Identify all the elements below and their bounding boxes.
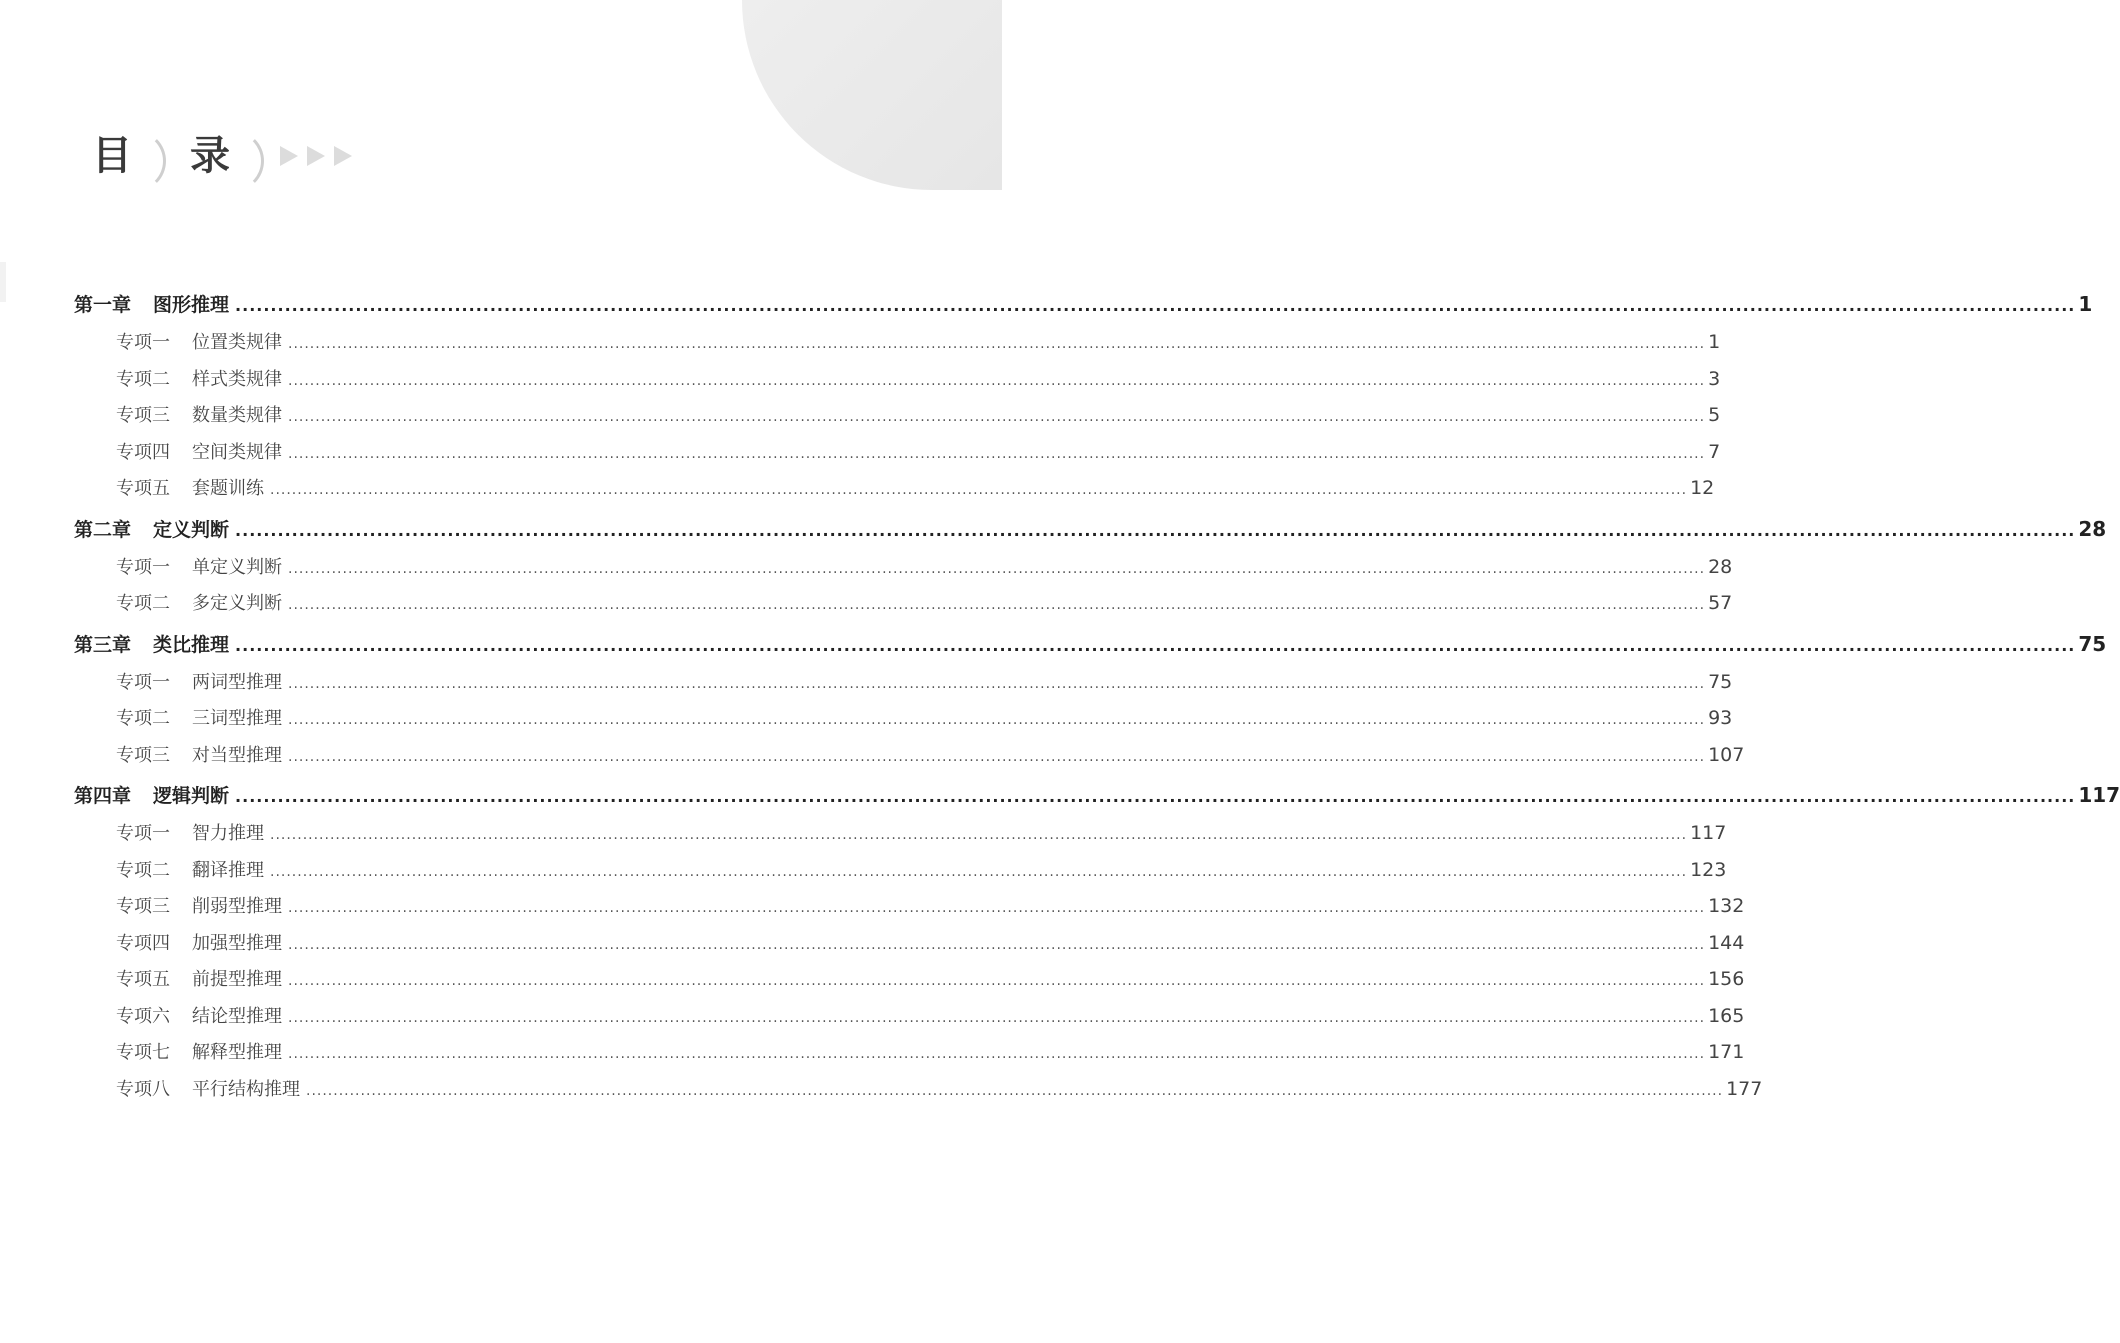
toc-section-row[interactable] — [74, 474, 1715, 511]
dot-leader: .................................................................................................................................................................................................................................................................... — [288, 1046, 1706, 1062]
section-label: 专项三 — [116, 405, 170, 426]
page-number: 165 — [1708, 1004, 1745, 1027]
section-title: 前提型推理 — [192, 969, 282, 990]
section-title: 智力推理 — [192, 823, 264, 844]
page-number: 123 — [1690, 858, 1727, 881]
section-title: 数量类规律 — [192, 405, 282, 426]
arrow-right-icon — [334, 146, 352, 166]
toc-section-row[interactable] — [74, 929, 1745, 966]
section-title: 两词型推理 — [192, 671, 282, 693]
chapter-title: 类比推理 — [153, 633, 230, 656]
toc-section-row[interactable] — [74, 365, 1721, 402]
chapter-title: 定义判断 — [153, 518, 230, 541]
dot-leader: .................................................................................................................................................................................................................................................................... — [270, 863, 1688, 880]
dot-leader: .................................................................................................................................................................................................................................................................... — [288, 675, 1706, 692]
dot-leader: .................................................................................................................................................................................................................................................................... — [288, 973, 1706, 989]
dot-leader: .................................................................................................................................................................................................................................................................... — [270, 827, 1688, 843]
section-title: 套题训练 — [192, 478, 264, 499]
toc-section-row[interactable] — [74, 438, 1721, 475]
dot-leader: .................................................................................................................................................................................................................................................................... — [288, 560, 1706, 577]
page-number: 107 — [1708, 743, 1745, 766]
dot-leader: .................................................................................................................................................................................................................................................................... — [288, 445, 1706, 462]
toc-section-row[interactable] — [74, 1038, 1745, 1075]
dot-leader: .................................................................................................................................................................................................................................................................... — [288, 597, 1706, 613]
page-number: 93 — [1708, 707, 1733, 729]
page-number: 132 — [1708, 895, 1745, 917]
toc-section-row[interactable] — [74, 819, 1727, 856]
section-label: 专项二 — [116, 368, 170, 390]
toc-section-row[interactable] — [74, 856, 1727, 893]
section-title: 位置类规律 — [192, 332, 282, 353]
dot-leader: .................................................................................................................................................................................................................................................................... — [288, 336, 1706, 352]
section-title: 加强型推理 — [192, 932, 282, 954]
dot-leader: .................................................................................................................................................................................................................................................................... — [288, 936, 1706, 953]
toc-section-row[interactable] — [74, 553, 1733, 590]
toc-section-row[interactable] — [74, 668, 1733, 705]
dot-leader: .................................................................................................................................................................................................................................................................... — [270, 482, 1688, 498]
section-title: 空间类规律 — [192, 441, 282, 463]
section-title: 单定义判断 — [192, 556, 282, 578]
toc-section-row[interactable] — [74, 1002, 1745, 1039]
dot-leader: .................................................................................................................................................................................................................................................................... — [288, 372, 1706, 389]
title-char: 录 — [190, 133, 230, 179]
section-label: 专项一 — [116, 332, 170, 353]
page-number: 177 — [1726, 1077, 1763, 1100]
section-label: 专项二 — [116, 708, 170, 729]
toc-section-row[interactable] — [74, 401, 1721, 438]
page-number: 117 — [2078, 783, 2120, 807]
section-label: 专项二 — [116, 859, 170, 881]
chapter-label: 第三章 — [74, 633, 132, 656]
corner-decoration — [742, 0, 1002, 190]
dot-leader: .................................................................................................................................................................................................................................................................... — [288, 1009, 1706, 1026]
section-title: 三词型推理 — [192, 708, 282, 729]
table-of-contents — [74, 290, 2120, 1111]
dot-leader: .................................................................................................................................................................................................................................................................... — [235, 296, 2076, 315]
section-title: 样式类规律 — [192, 368, 282, 390]
section-title: 多定义判断 — [192, 593, 282, 614]
page-number: 12 — [1690, 477, 1715, 499]
title-arrows — [280, 146, 352, 166]
section-label: 专项六 — [116, 1005, 170, 1027]
section-label: 专项四 — [116, 932, 170, 954]
toc-chapter-row[interactable] — [74, 290, 2093, 328]
toc-section-row[interactable] — [74, 741, 1745, 778]
section-label: 专项五 — [116, 969, 170, 990]
toc-chapter-row[interactable] — [74, 630, 2107, 668]
arrow-right-icon — [307, 146, 325, 166]
chapter-label: 第二章 — [74, 518, 132, 541]
dot-leader: .................................................................................................................................................................................................................................................................... — [288, 748, 1706, 765]
section-title: 解释型推理 — [192, 1042, 282, 1063]
page-number: 75 — [2078, 631, 2107, 656]
chapter-label: 第一章 — [74, 294, 132, 316]
section-label: 专项二 — [116, 593, 170, 614]
dot-leader: .................................................................................................................................................................................................................................................................... — [235, 635, 2076, 655]
dot-leader: .................................................................................................................................................................................................................................................................... — [288, 900, 1706, 916]
page-number: 1 — [2078, 292, 2093, 316]
dot-leader: .................................................................................................................................................................................................................................................................... — [235, 787, 2076, 806]
section-title: 削弱型推理 — [192, 896, 282, 917]
title-char: 目 — [92, 133, 132, 179]
toc-section-row[interactable] — [74, 328, 1721, 365]
toc-section-row[interactable] — [74, 965, 1745, 1002]
page-number: 28 — [2078, 516, 2107, 541]
dot-leader: .................................................................................................................................................................................................................................................................... — [235, 520, 2076, 540]
chapter-label: 第四章 — [74, 785, 132, 807]
arrow-right-icon — [280, 146, 298, 166]
chapter-title: 逻辑判断 — [153, 785, 230, 807]
page-number: 57 — [1708, 592, 1733, 614]
toc-section-row[interactable] — [74, 589, 1733, 626]
section-label: 专项一 — [116, 671, 170, 693]
chapter-title: 图形推理 — [153, 294, 230, 316]
page-number: 75 — [1708, 670, 1733, 693]
toc-chapter-row[interactable] — [74, 781, 2120, 819]
section-label: 专项八 — [116, 1078, 170, 1100]
section-title: 结论型推理 — [192, 1005, 282, 1027]
section-label: 专项一 — [116, 556, 170, 578]
page-number: 144 — [1708, 931, 1745, 954]
toc-section-row[interactable] — [74, 892, 1745, 929]
page-number: 117 — [1690, 822, 1727, 844]
page-number: 156 — [1708, 968, 1745, 990]
dot-leader: .................................................................................................................................................................................................................................................................... — [288, 712, 1706, 728]
section-label: 专项五 — [116, 478, 170, 499]
dot-leader: .................................................................................................................................................................................................................................................................... — [288, 409, 1706, 425]
page-number: 171 — [1708, 1041, 1745, 1063]
page-number: 3 — [1708, 367, 1721, 390]
page-number: 7 — [1708, 440, 1721, 463]
toc-chapter-row[interactable] — [74, 515, 2107, 553]
section-title: 对当型推理 — [192, 744, 282, 766]
edge-mark — [0, 262, 6, 302]
page-number: 28 — [1708, 555, 1733, 578]
section-label: 专项一 — [116, 823, 170, 844]
toc-section-row[interactable] — [74, 1075, 1763, 1112]
section-title: 平行结构推理 — [192, 1078, 300, 1100]
section-label: 专项七 — [116, 1042, 170, 1063]
section-label: 专项三 — [116, 896, 170, 917]
toc-section-row[interactable] — [74, 704, 1733, 741]
section-title: 翻译推理 — [192, 859, 264, 881]
section-label: 专项四 — [116, 441, 170, 463]
dot-leader: .................................................................................................................................................................................................................................................................... — [306, 1082, 1724, 1099]
section-label: 专项三 — [116, 744, 170, 766]
page-number: 1 — [1708, 331, 1721, 353]
page-number: 5 — [1708, 404, 1721, 426]
